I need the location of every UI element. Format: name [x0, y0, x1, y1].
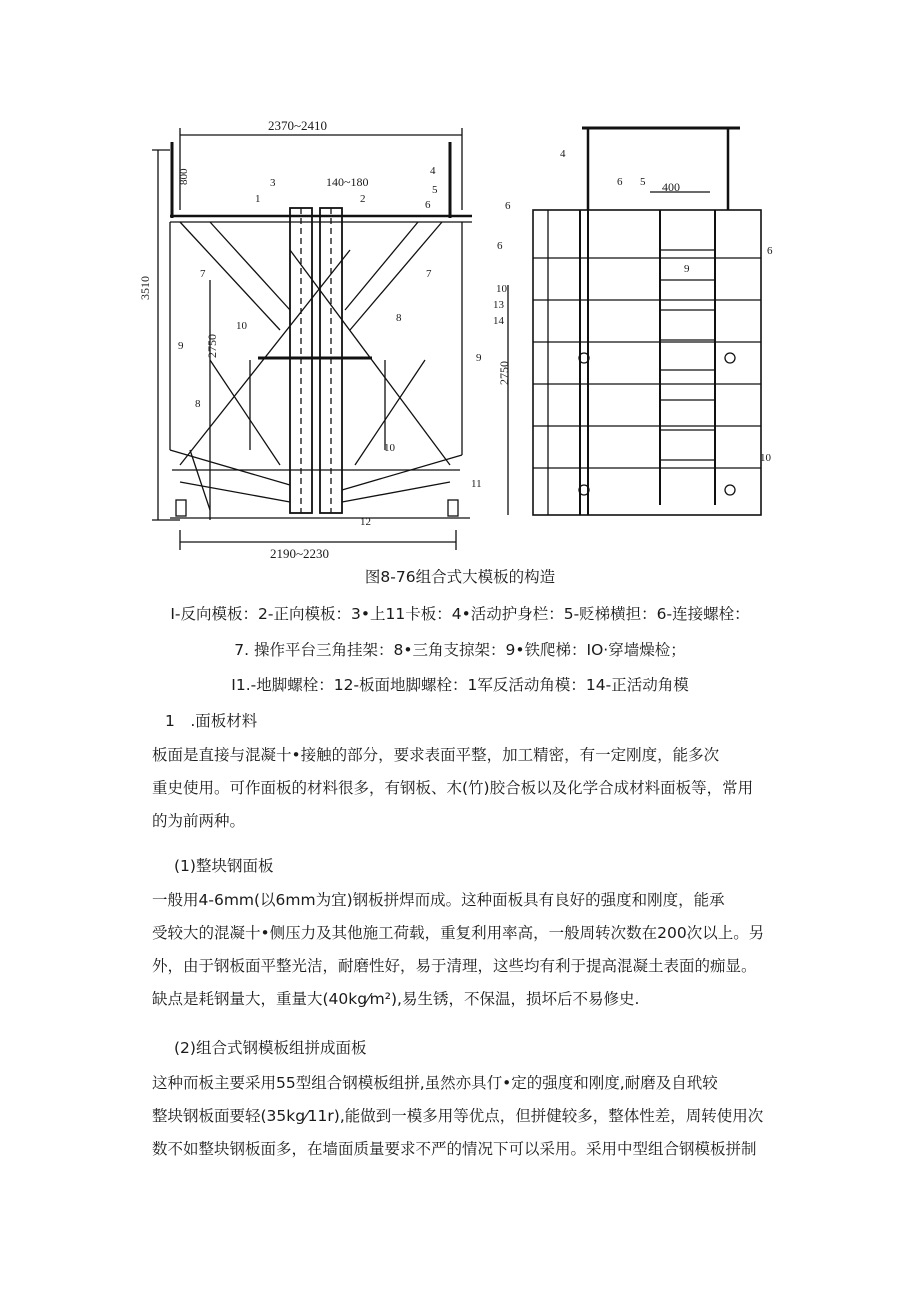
- label-7b: 7: [426, 268, 432, 280]
- subsection-paragraph-2: [152, 1067, 792, 1166]
- label-11: 11: [471, 478, 482, 490]
- rlabel-6d: 6: [767, 245, 773, 257]
- legend-line-1: I-反向模板：2-正向模板：3•上11卡板：4•活动护身栏：5-贬梯横担：6-连接螺栓：: [170, 605, 750, 623]
- rlabel-10b: 10: [760, 452, 771, 464]
- formwork-figure: [150, 110, 790, 562]
- formwork-drawing: [150, 110, 790, 562]
- label-8b: 8: [195, 398, 201, 410]
- rlabel-9: 9: [684, 263, 690, 275]
- text-line: 的为前两种。: [152, 812, 246, 830]
- label-10b: 10: [384, 442, 395, 454]
- rlabel-13: 13: [493, 299, 504, 311]
- rlabel-14: 14: [493, 315, 504, 327]
- label-2: 2: [360, 193, 366, 205]
- text-line: 板面是直接与混凝十•接触的部分，要求表面平整，加工精密，有一定刚度，能多次: [152, 746, 720, 764]
- text-line: 整块钢板面要轻(35kg⁄11r),能做到一模多用等优点，但拼健较多，整体性差，周转使用次: [152, 1107, 764, 1125]
- text-line: 数不如整块钢板面多，在墙面质量要求不严的情况下可以采用。采用中型组合钢模板拼制: [152, 1140, 757, 1158]
- subsection-heading-1: (1)整块钢面板: [174, 857, 274, 875]
- text-line: 这种而板主要采用55型组合钢模板组拼,虽然亦具仃•定的强度和刚度,耐磨及自玳较: [152, 1074, 718, 1092]
- label-9b: 9: [476, 352, 482, 364]
- text-line: 重史使用。可作面板的材料很多，有钢板、木(竹)胶合板以及化学合成材料面板等，常用: [152, 779, 754, 797]
- label-6: 6: [425, 199, 431, 211]
- section-heading: 1 .面板材料: [165, 712, 258, 730]
- dim-right-height: 2750: [497, 361, 511, 385]
- label-5: 5: [432, 184, 438, 196]
- label-10a: 10: [236, 320, 247, 332]
- label-12: 12: [360, 516, 371, 528]
- legend-line-3: I1.-地脚螺栓：12-板面地脚螺栓：1军反活动角模：14-正活动角模: [231, 676, 689, 694]
- text-line: 一般用4-6mm(以6mm为宜)钢板拼焊而成。这种面板具有良好的强度和刚度，能承: [152, 891, 725, 909]
- dim-rail-height: 800: [178, 168, 190, 185]
- rlabel-6b: 6: [505, 200, 511, 212]
- rlabel-5: 5: [640, 176, 646, 188]
- dim-height-total: 3510: [138, 276, 152, 300]
- text-line: 缺点是耗钢量大，重量大(40kg⁄m²),易生锈，不保温，损坏后不易修史.: [152, 990, 640, 1008]
- figure-caption: 图8-76组合式大模板的构造: [364, 568, 556, 586]
- label-4: 4: [430, 165, 436, 177]
- rlabel-10a: 10: [496, 283, 507, 295]
- label-1: 1: [255, 193, 261, 205]
- label-9a: 9: [178, 340, 184, 352]
- dim-spacing: 400: [662, 180, 680, 194]
- dim-inner-height: 2750: [205, 334, 219, 358]
- label-3: 3: [270, 177, 276, 189]
- dim-bottom-width: 2190~2230: [270, 546, 330, 561]
- section-paragraph: [152, 739, 792, 838]
- subsection-paragraph-1: [152, 884, 792, 1016]
- label-8a: 8: [396, 312, 402, 324]
- text-line: 受较大的混凝十•侧压力及其他施工荷载，重复利用率高，一般周转次数在200次以上。另: [152, 924, 765, 942]
- legend-line-2: 7. 操作平台三角挂架：8•三角支掠架：9•铁爬梯：IO·穿墙燥检；: [234, 641, 686, 659]
- rlabel-6a: 6: [617, 176, 623, 188]
- label-7a: 7: [200, 268, 206, 280]
- rlabel-6c: 6: [497, 240, 503, 252]
- dim-gap: 140~180: [326, 175, 369, 189]
- subsection-heading-2: (2)组合式钢模板组拼成面板: [174, 1039, 367, 1057]
- rlabel-4: 4: [560, 148, 566, 160]
- text-line: 外，由于钢板面平整光洁，耐磨性好，易于清理，这些均有利于提高混凝土表面的痂显。: [152, 957, 757, 975]
- dim-top-width: 2370~2410: [268, 118, 328, 133]
